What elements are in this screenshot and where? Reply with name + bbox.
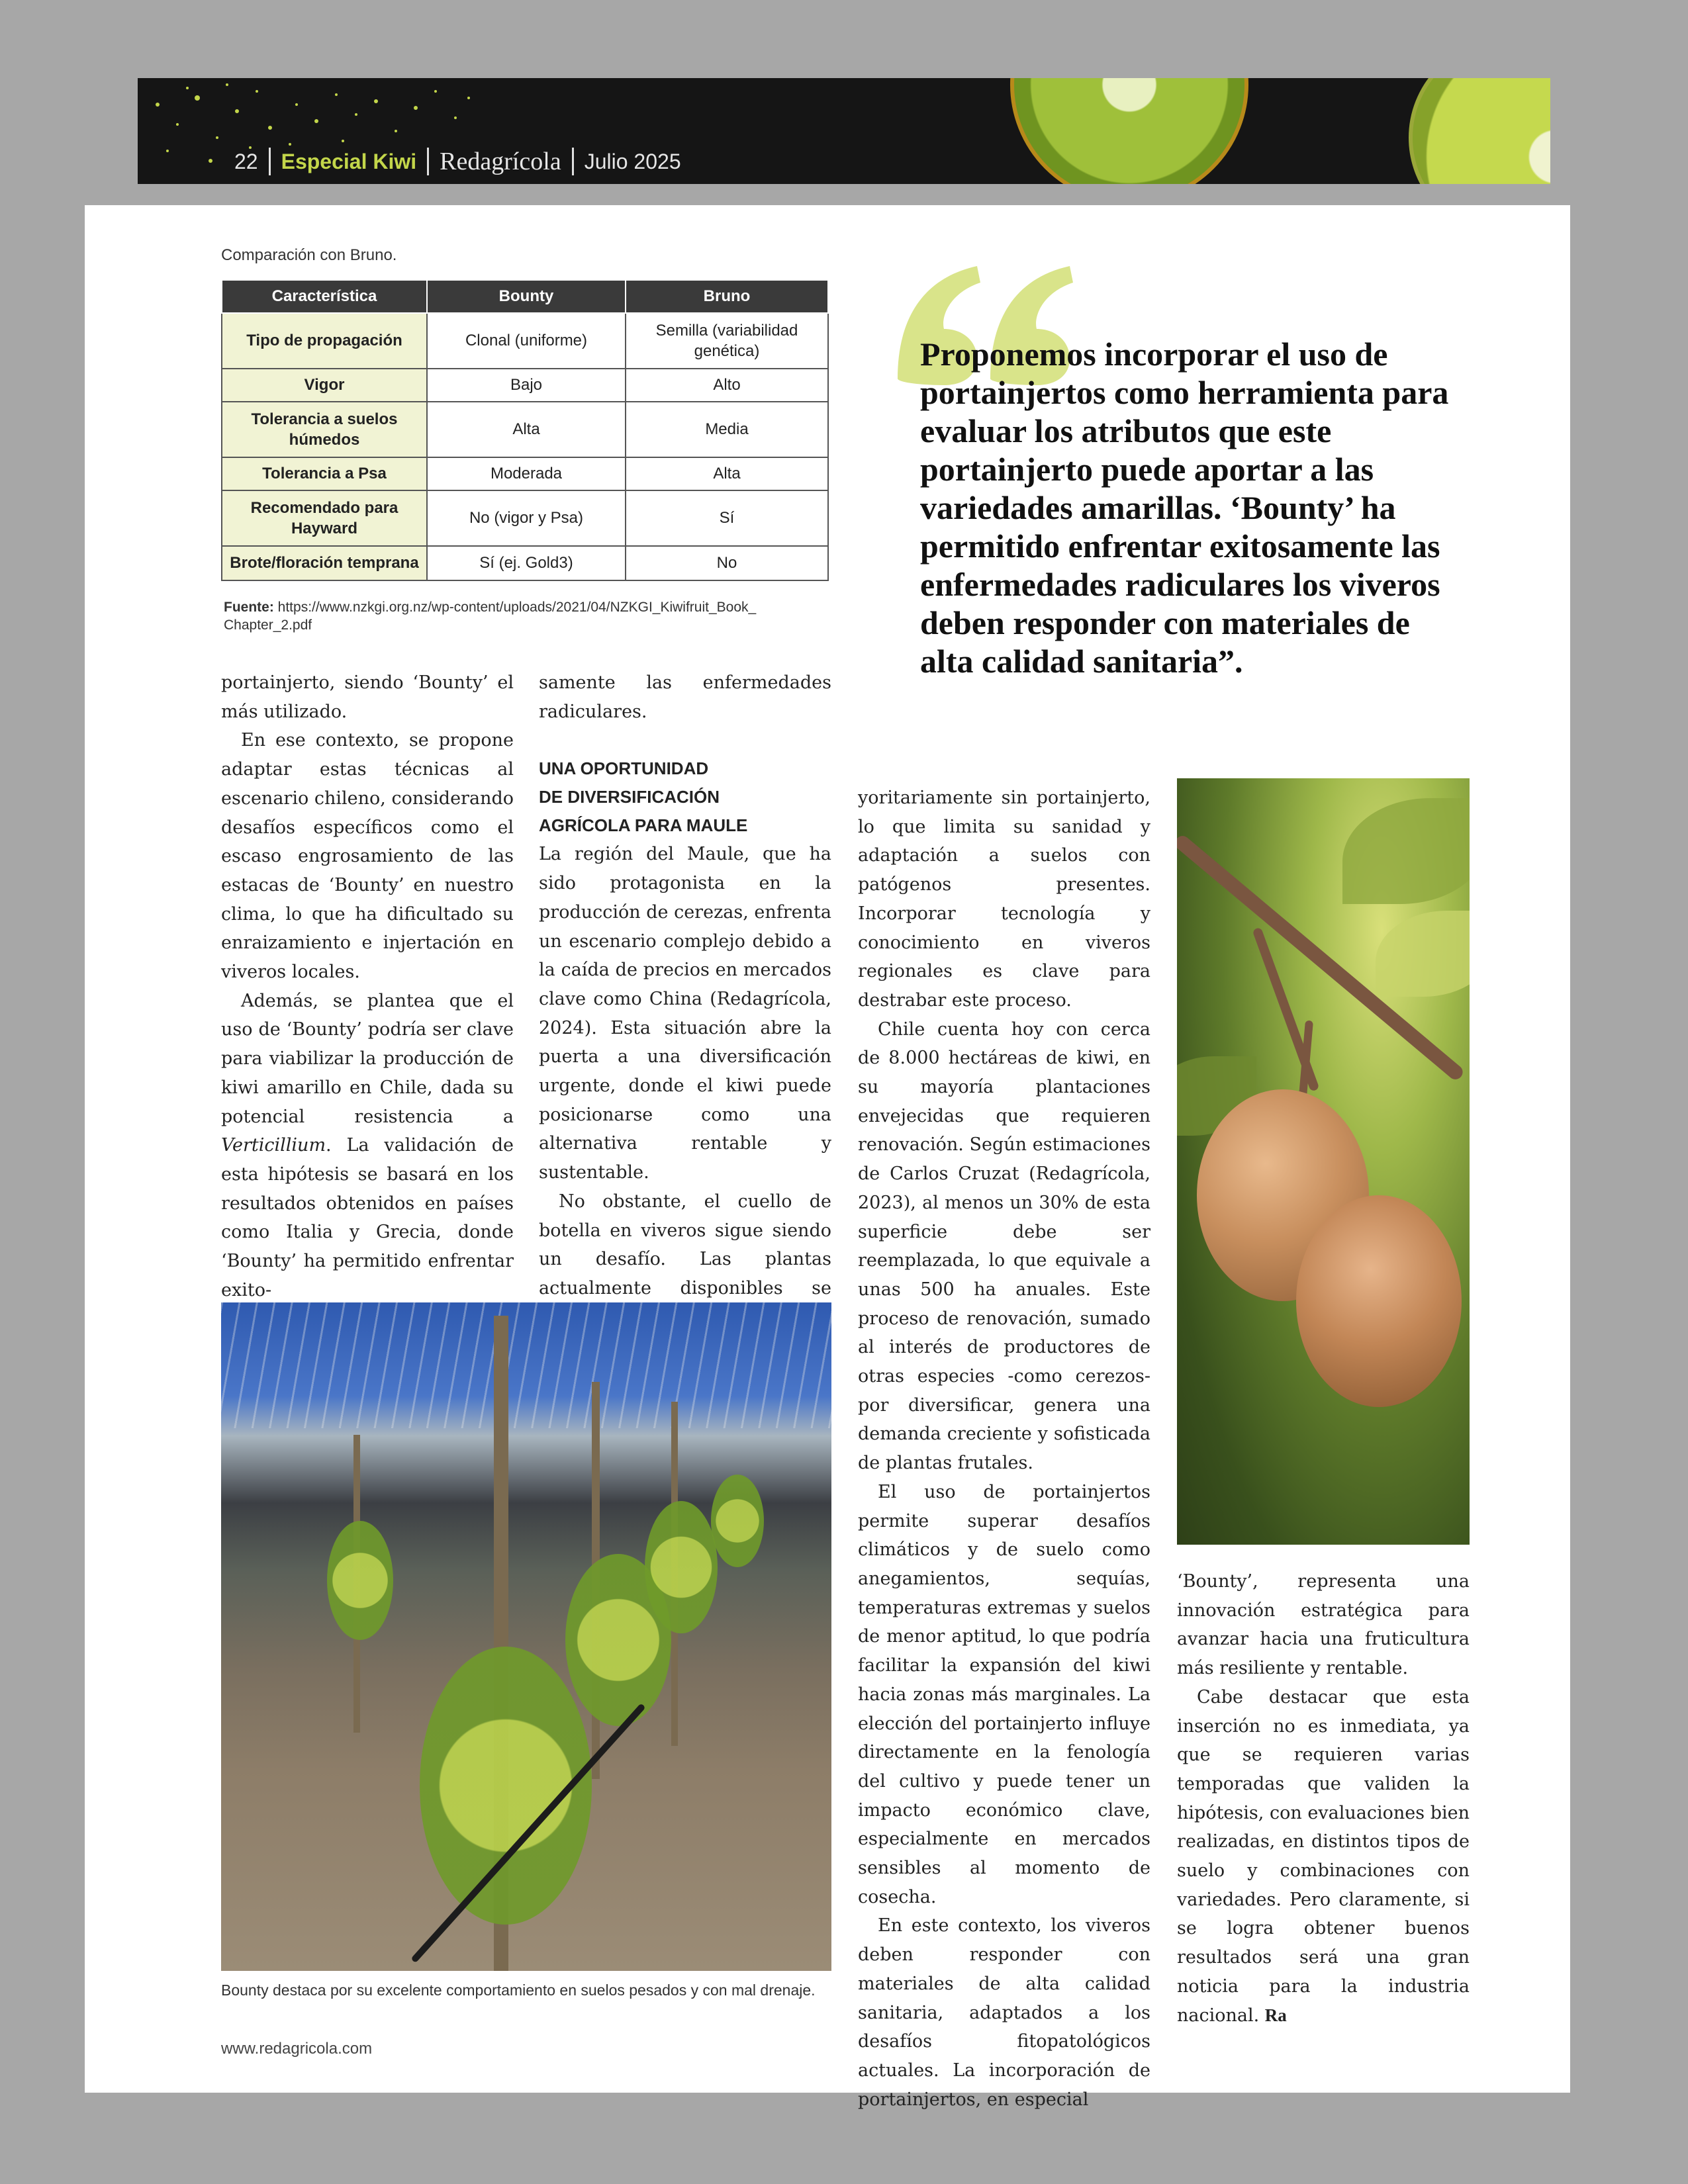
table-cell: Alta bbox=[427, 402, 626, 457]
table-cell: No bbox=[626, 546, 828, 580]
column-header: Bruno bbox=[626, 280, 828, 313]
heading-line: DE DIVERSIFICACIÓN bbox=[539, 787, 720, 807]
table-cell: Tipo de propagación bbox=[222, 313, 427, 369]
text-run: Además, se plantea que el uso de ‘Bounty’ podría ser clave para viabilizar la producción de kiwi amarillo en Chile, dada su potencial resistencia a bbox=[221, 990, 514, 1127]
paragraph: El uso de portainjertos permite superar desafíos climáticos y de suelo como anegamientos, sequías, temperaturas extremas y suelos de menor aptitud, lo que podría facilitar la expansión del kiwi hacia zonas más marginales. La elección del portainjerto influye directamente en la fenología del cultivo y puede tener un impacto económico clave, especialmente en mercados sensibles al momento de cosecha. bbox=[858, 1481, 1150, 1907]
divider bbox=[269, 148, 271, 175]
table-cell: Sí (ej. Gold3) bbox=[427, 546, 626, 580]
table-source bbox=[224, 598, 820, 635]
pull-quote: Proponemos incorporar el uso de portainjertos como herramienta para evaluar los atributos que este portainjerto puede aportar a las variedades amarillas. ‘Bounty’ ha permitido enfrentar exitosamente las enfermedades radiculares los viveros deben responder con materiales de alta calidad sanitaria”. bbox=[920, 336, 1449, 680]
page-number: 22 bbox=[234, 149, 258, 173]
header-info bbox=[234, 147, 681, 176]
table-cell: Alto bbox=[626, 369, 828, 402]
table-cell: No (vigor y Psa) bbox=[427, 490, 626, 546]
paragraph: ‘Bounty’, representa una innovación estratégica para avanzar hacia una fruticultura más resiliente y rentable. bbox=[1177, 1571, 1470, 1679]
kiwi-slice-graphic bbox=[1010, 78, 1248, 184]
publication-name: Redagrícola bbox=[440, 148, 561, 175]
paragraph bbox=[1177, 1683, 1470, 2030]
table-row bbox=[222, 369, 828, 402]
paragraph: En ese contexto, se propone adaptar estas técnicas al escenario chileno, considerando desafíos específicos como el escaso engrosamiento de las estacas de ‘Bounty’ en nuestro clima, lo que ha dificultado su enraizamiento e injertación en viveros locales. bbox=[221, 730, 514, 983]
table-cell: Tolerancia a Psa bbox=[222, 457, 427, 490]
heading-line: UNA OPORTUNIDAD bbox=[539, 758, 709, 779]
table-cell: Sí bbox=[626, 490, 828, 546]
table-cell: Bajo bbox=[427, 369, 626, 402]
photo-caption: Bounty destaca por su excelente comportamiento en suelos pesados y con mal drenaje. bbox=[221, 1981, 816, 1999]
paragraph: La región del Maule, que ha sido protagonista en la producción de cerezas, enfrenta un escenario complejo debido a la caída de precios en mercados clave como China (Redagrícola, 2024). Esta situación abre la puerta a una diversificación urgente, donde el kiwi puede posicionarse como una alternativa rentable y sustentable. bbox=[539, 844, 831, 1183]
column-header: Bounty bbox=[427, 280, 626, 313]
table-cell: Recomendado para Hayward bbox=[222, 490, 427, 546]
footer-url: www.redagricola.com bbox=[221, 2040, 373, 2058]
column-header: Característica bbox=[222, 280, 427, 313]
magazine-page bbox=[85, 205, 1570, 2110]
header-banner bbox=[138, 78, 1550, 184]
paragraph: yoritariamente sin portainjerto, lo que limita su sanidad y adaptación a suelos con patógenos presentes. Incorporar tecnología y conocimiento en viveros regionales es clave para destrabar este proceso. bbox=[858, 788, 1150, 1011]
paragraph: samente las enfermedades radiculares. bbox=[539, 672, 831, 722]
issue-date: Julio 2025 bbox=[584, 149, 681, 173]
divider bbox=[427, 148, 429, 175]
text-run: . La validación de esta hipótesis se basará en los resultados obtenidos en países como Italia y Grecia, donde ‘Bounty’ ha permitido enfrentar exito- bbox=[221, 1135, 514, 1300]
section-name: Especial Kiwi bbox=[281, 149, 417, 173]
article-column-2 bbox=[539, 668, 831, 1332]
source-url: https://www.nzkgi.org.nz/wp-content/uploads/2021/04/NZKGI_Kiwifruit_Book_ Chapter_2.pdf bbox=[224, 600, 757, 633]
paragraph: En este contexto, los viveros deben responder con materiales de alta calidad sanitaria, adaptados a los desafíos fitopatológicos actuales. La incorporación de portainjertos, en especial bbox=[858, 1915, 1150, 2110]
end-mark: Ra bbox=[1264, 2005, 1287, 2025]
kiwi-slice-graphic bbox=[1409, 78, 1550, 184]
table-row bbox=[222, 402, 828, 457]
article-column-4 bbox=[1177, 1567, 1470, 2030]
heading-line: AGRÍCOLA PARA MAULE bbox=[539, 815, 748, 836]
table-cell: Moderada bbox=[427, 457, 626, 490]
table-cell: Brote/floración temprana bbox=[222, 546, 427, 580]
table-row bbox=[222, 457, 828, 490]
comparison-table bbox=[221, 279, 829, 581]
table-caption: Comparación con Bruno. bbox=[221, 246, 397, 264]
text-run: Cabe destacar que esta inserción no es inmediata, ya que se requieren varias temporadas que validen la hipótesis, con evaluaciones bien realizadas, en distintos tipos de suelo y combinaciones con variedades. Pero claramente, si se logra obtener buenos resultados será una gran noticia para la industria nacional. bbox=[1177, 1686, 1470, 2026]
article-column-3 bbox=[858, 784, 1150, 2114]
table-cell: Semilla (variabilidad genética) bbox=[626, 313, 828, 369]
species-name: Verticillium bbox=[221, 1135, 326, 1156]
table-cell: Alta bbox=[626, 457, 828, 490]
article-column-1 bbox=[221, 668, 514, 1304]
table-header-row bbox=[222, 280, 828, 313]
table-cell: Media bbox=[626, 402, 828, 457]
nursery-photo bbox=[221, 1302, 831, 1971]
table-cell: Tolerancia a suelos húmedos bbox=[222, 402, 427, 457]
table-row bbox=[222, 490, 828, 546]
section-heading bbox=[539, 754, 831, 840]
table-row bbox=[222, 546, 828, 580]
table-cell: Vigor bbox=[222, 369, 427, 402]
paragraph: Chile cuenta hoy con cerca de 8.000 hectáreas de kiwi, en su mayoría plantaciones envejecidas que requieren renovación. Según estimaciones de Carlos Cruzat (Redagrícola, 2023), al menos un 30% de esta superficie debe ser reemplazada, lo que equivale a unas 500 ha anuales. Este proceso de renovación, sumado al interés de productores de otras especies -como cerezos- por diversificar, genera una demanda creciente y sofisticada de plantas frutales. bbox=[858, 1019, 1150, 1474]
table-row bbox=[222, 313, 828, 369]
paragraph: portainjerto, siendo ‘Bounty’ el más utilizado. bbox=[221, 672, 514, 722]
kiwi-fruit-photo bbox=[1177, 778, 1470, 1545]
divider bbox=[572, 148, 574, 175]
source-label: Fuente: bbox=[224, 600, 274, 615]
paragraph: No obstante, el cuello de botella en viveros sigue siendo un desafío. Las plantas actualmente disponibles se bbox=[539, 1191, 831, 1298]
paragraph bbox=[221, 987, 514, 1305]
table-cell: Clonal (uniforme) bbox=[427, 313, 626, 369]
